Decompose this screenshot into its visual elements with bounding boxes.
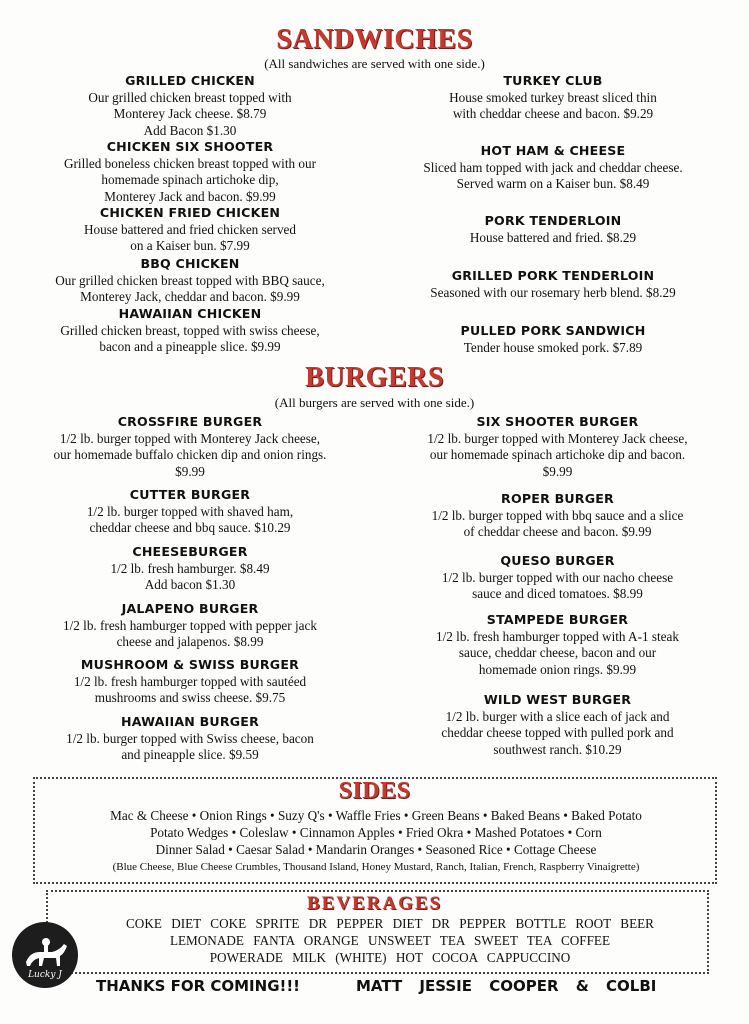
menu-item: HOT HAM & CHEESE Sliced ham topped with jack and cheddar cheese. Served warm on a Kaiser bun. $8.49: [423, 143, 683, 191]
menu-item: BBQ CHICKEN Our grilled chicken breast topped with BBQ sauce, Monterey Jack, cheddar and bacon. $9.99: [55, 256, 325, 304]
thanks-message: THANKS FOR COMING!!!: [96, 977, 301, 995]
beverages-heading: BEVERAGES: [306, 893, 443, 914]
sandwiches-note: (All sandwiches are served with one side.): [264, 56, 485, 71]
menu-item: MUSHROOM & SWISS BURGER 1/2 lb. fresh hamburger topped with sautéed mushrooms and swiss cheese. $9.75: [73, 657, 307, 705]
menu-item: PORK TENDERLOIN House battered and fried. $8.29: [469, 213, 637, 245]
burgers-heading: BURGERS: [305, 362, 444, 393]
menu-item: ROPER BURGER 1/2 lb. burger topped with bbq sauce and a slice of cheddar cheese and bacon. $9.99: [431, 491, 684, 539]
sides-line: Mac & Cheese • Onion Rings • Suzy Q's • Waffle Fries • Green Beans • Baked Beans • Baked Potato: [110, 808, 642, 823]
sandwiches-heading: SANDWICHES: [276, 24, 473, 55]
burgers-note: (All burgers are served with one side.): [274, 395, 475, 410]
menu-item: HAWAIIAN BURGER 1/2 lb. burger topped with Swiss cheese, bacon and pineapple slice. $9.59: [66, 714, 314, 762]
menu-item: CHICKEN FRIED CHICKEN House battered and fried chicken served on a Kaiser bun. $7.99: [83, 205, 296, 253]
menu-item: GRILLED CHICKEN Our grilled chicken breast topped with Monterey Jack cheese. $8.79 Add Bacon $1.30: [88, 73, 292, 138]
menu-item: HAWAIIAN CHICKEN Grilled chicken breast, topped with swiss cheese, bacon and a pineapple slice. $9.99: [60, 306, 320, 354]
menu-item: STAMPEDE BURGER 1/2 lb. fresh hamburger topped with A-1 steak sauce, cheddar cheese, bacon and our homemade onion rings. $9.99: [436, 612, 679, 677]
logo-text: Lucky J: [28, 970, 62, 980]
owner-names: MATT JESSIE COOPER & COLBI: [356, 977, 657, 995]
sides-line: Potato Wedges • Coleslaw • Cinnamon Apples • Fried Okra • Mashed Potatoes • Corn: [150, 825, 602, 840]
menu-item: SIX SHOOTER BURGER 1/2 lb. burger topped with Monterey Jack cheese, our homemade spinach artichoke dip and bacon. $9.99: [427, 414, 688, 479]
sides-heading: SIDES: [338, 778, 411, 804]
menu-item: CHEESEBURGER 1/2 lb. fresh hamburger. $8.49 Add bacon $1.30: [110, 544, 270, 592]
lucky-j-logo: [12, 922, 78, 988]
menu-item: CHICKEN SIX SHOOTER Grilled boneless chicken breast topped with our homemade spinach artichoke dip, Monterey Jack and bacon. $9.99: [64, 139, 316, 204]
menu-item: PULLED PORK SANDWICH Tender house smoked pork. $7.89: [460, 323, 646, 355]
menu-item: GRILLED PORK TENDERLOIN Seasoned with our rosemary herb blend. $8.29: [430, 268, 676, 300]
menu-item: CUTTER BURGER 1/2 lb. burger topped with shaved ham, cheddar cheese and bbq sauce. $10.29: [86, 487, 294, 535]
menu-item: JALAPENO BURGER 1/2 lb. fresh hamburger topped with pepper jack cheese and jalapenos. $8.99: [63, 601, 317, 649]
sides-line: Dinner Salad • Caesar Salad • Mandarin Oranges • Seasoned Rice • Cottage Cheese: [155, 842, 597, 857]
beverages-line: LEMONADE FANTA ORANGE UNSWEET TEA SWEET TEA COFFEE: [169, 933, 611, 948]
menu-item: QUESO BURGER 1/2 lb. burger topped with our nacho cheese sauce and diced tomatoes. $8.99: [441, 553, 674, 601]
menu-item: WILD WEST BURGER 1/2 lb. burger with a slice each of jack and cheddar cheese topped with pulled pork and southwest ranch. $10.29: [441, 692, 674, 757]
beverages-line: COKE DIET COKE SPRITE DR PEPPER DIET DR PEPPER BOTTLE ROOT BEER: [126, 916, 654, 931]
menu-item: CROSSFIRE BURGER 1/2 lb. burger topped with Monterey Jack cheese, our homemade buffalo chicken dip and onion rings. $9.99: [53, 414, 327, 479]
dressings-line: (Blue Cheese, Blue Cheese Crumbles, Thousand Island, Honey Mustard, Ranch, Italian, French, Raspberry Vinaigrette): [112, 861, 640, 873]
menu-item: TURKEY CLUB House smoked turkey breast sliced thin with cheddar cheese and bacon. $9.29: [449, 73, 657, 121]
beverages-line: POWERADE MILK (WHITE) HOT COCOA CAPPUCCINO: [209, 950, 571, 965]
